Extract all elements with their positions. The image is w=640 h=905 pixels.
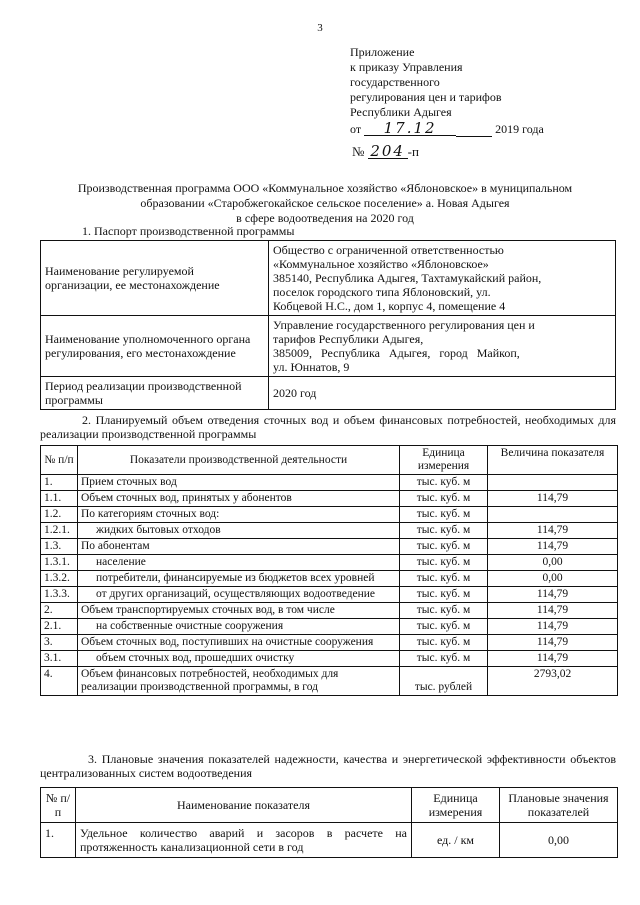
row-unit: тыс. куб. м [400,651,488,667]
appendix-header [350,45,620,137]
row-value: 114,79 [488,587,618,603]
section1-heading: 1. Паспорт производственной программы [82,224,295,238]
passport-table [40,240,616,410]
row-value: 114,79 [488,603,618,619]
row-indicator: Прием сточных вод [78,475,400,491]
indicators-table [40,787,618,858]
row-number: 1.2.1. [41,523,78,539]
row-unit: тыс. куб. м [400,555,488,571]
table-row [41,555,618,571]
title-line: в сфере водоотведения на 2020 год [236,211,414,225]
row-indicator: Объем сточных вод, поступивших на очистные сооружения [78,635,400,651]
row-unit: тыс. куб. м [400,491,488,507]
row-value: 114,79 [488,491,618,507]
row-indicator: Объем транспортируемых сточных вод, в том числе [78,603,400,619]
row-value: 114,79 [488,539,618,555]
table-row [41,241,616,316]
appendix-line: Приложение [350,45,415,59]
appendix-line: к приказу Управления [350,60,463,74]
row-number: 1. [41,475,78,491]
row-value [488,507,618,523]
row-number: 2.1. [41,619,78,635]
row-value: 0,00 [488,555,618,571]
row-indicator: потребители, финансируемые из бюджетов всех уровней [78,571,400,587]
row-indicator: По категориям сточных вод: [78,507,400,523]
row-value: 114,79 [488,523,618,539]
row-value [488,475,618,491]
row-indicator: жидких бытовых отходов [78,523,400,539]
row-unit: тыс. куб. м [400,475,488,491]
section2-heading: 2. Планируемый объем отведения сточных вод и объем финансовых потребностей, необходимых для реализации производственной программы [40,413,616,441]
row-value: 114,79 [488,635,618,651]
row-value: 0,00 [500,823,618,858]
table-row [41,377,616,410]
order-handwritten: 204 [368,145,408,159]
passport-label: Период реализации производственной программы [41,377,269,410]
appendix-line: государственного [350,75,440,89]
row-unit: тыс. куб. м [400,571,488,587]
row-indicator: Удельное количество аварий и засоров в расчете на протяженность канализационной сети в год [76,823,412,858]
title-line: образовании «Старобжегокайское сельское поселение» а. Новая Адыгея [140,196,510,210]
row-number: 1. [41,823,76,858]
table-row [41,587,618,603]
col-header-unit: Единица измерения [400,446,488,475]
row-unit: тыс. куб. м [400,539,488,555]
table-row [41,571,618,587]
table-row [41,635,618,651]
table-row [41,667,618,696]
row-unit: тыс. куб. м [400,587,488,603]
table-row [41,491,618,507]
row-unit: ед. / км [412,823,500,858]
col-header-name: Наименование показателя [76,788,412,823]
table-row [41,619,618,635]
row-indicator: на собственные очистные сооружения [78,619,400,635]
row-number: 1.3.1. [41,555,78,571]
date-suffix: 2019 года [495,122,544,136]
table-row [41,539,618,555]
table-row [41,316,616,377]
row-value: 2793,02 [488,667,618,696]
table-row [41,823,618,858]
row-unit: тыс. куб. м [400,619,488,635]
row-indicator: от других организаций, осуществляющих водоотведение [78,587,400,603]
row-indicator: Объем финансовых потребностей, необходимых для реализации производственной программы, в год [78,667,400,696]
appendix-line: регулирования цен и тарифов [350,90,502,104]
passport-label: Наименование регулируемой организации, ее местонахождение [41,241,269,316]
row-indicator: объем сточных вод, прошедших очистку [78,651,400,667]
row-unit: тыс. куб. м [400,635,488,651]
table-header-row [41,788,618,823]
table-row [41,523,618,539]
production-table [40,445,618,696]
row-value: 114,79 [488,651,618,667]
row-value: 0,00 [488,571,618,587]
row-indicator: Объем сточных вод, принятых у абонентов [78,491,400,507]
row-number: 2. [41,603,78,619]
row-number: 4. [41,667,78,696]
appendix-date [350,119,620,137]
row-unit: тыс. куб. м [400,507,488,523]
row-number: 3.1. [41,651,78,667]
appendix-line: Республики Адыгея [350,105,452,119]
row-number: 1.3. [41,539,78,555]
row-number: 1.3.3. [41,587,78,603]
table-row [41,475,618,491]
row-indicator: По абонентам [78,539,400,555]
row-unit: тыс. куб. м [400,523,488,539]
row-number: 1.3.2. [41,571,78,587]
page-number: 3 [317,22,323,34]
order-number [352,144,419,160]
order-suffix: -п [407,144,419,159]
row-indicator: население [78,555,400,571]
table-row [41,603,618,619]
col-header-num: № п/п [41,446,78,475]
row-unit: тыс. рублей [400,667,488,696]
row-value: 114,79 [488,619,618,635]
passport-value: Управление государственного регулирования цен и тарифов Республики Адыгея, 385009, Республика Адыгея, город Майкоп, ул. Юннатов, 9 [269,316,616,377]
table-row [41,651,618,667]
row-number: 3. [41,635,78,651]
table-header-row [41,446,618,475]
col-header-num: № п/п [41,788,76,823]
passport-value: Общество с ограниченной ответственностью «Коммунальное хозяйство «Яблоновское» 385140, Республика Адыгея, Тахтамукайский район, поселок городского типа Яблоновский, ул. Кобцевой Н.С., дом 1, корпус 4, помещение 4 [269,241,616,316]
table-row [41,507,618,523]
row-number: 1.1. [41,491,78,507]
section3-heading: 3. Плановые значения показателей надежности, качества и энергетической эффективности объектов централизованных систем водоотведения [40,752,616,780]
document-title [30,181,620,226]
passport-value: 2020 год [269,377,616,410]
date-handwritten: 17.12 [364,122,456,136]
col-header-name: Показатели производственной деятельности [78,446,400,475]
col-header-unit: Единица измерения [412,788,500,823]
passport-label: Наименование уполномоченного органа регулирования, его местонахождение [41,316,269,377]
date-prefix: от [350,122,362,136]
title-line: Производственная программа ООО «Коммунальное хозяйство «Яблоновское» в муниципальном [77,181,573,195]
row-unit: тыс. куб. м [400,603,488,619]
col-header-value: Плановые значения показателей [500,788,618,823]
order-prefix: № [352,144,365,159]
row-number: 1.2. [41,507,78,523]
col-header-value: Величина показателя [488,446,618,475]
